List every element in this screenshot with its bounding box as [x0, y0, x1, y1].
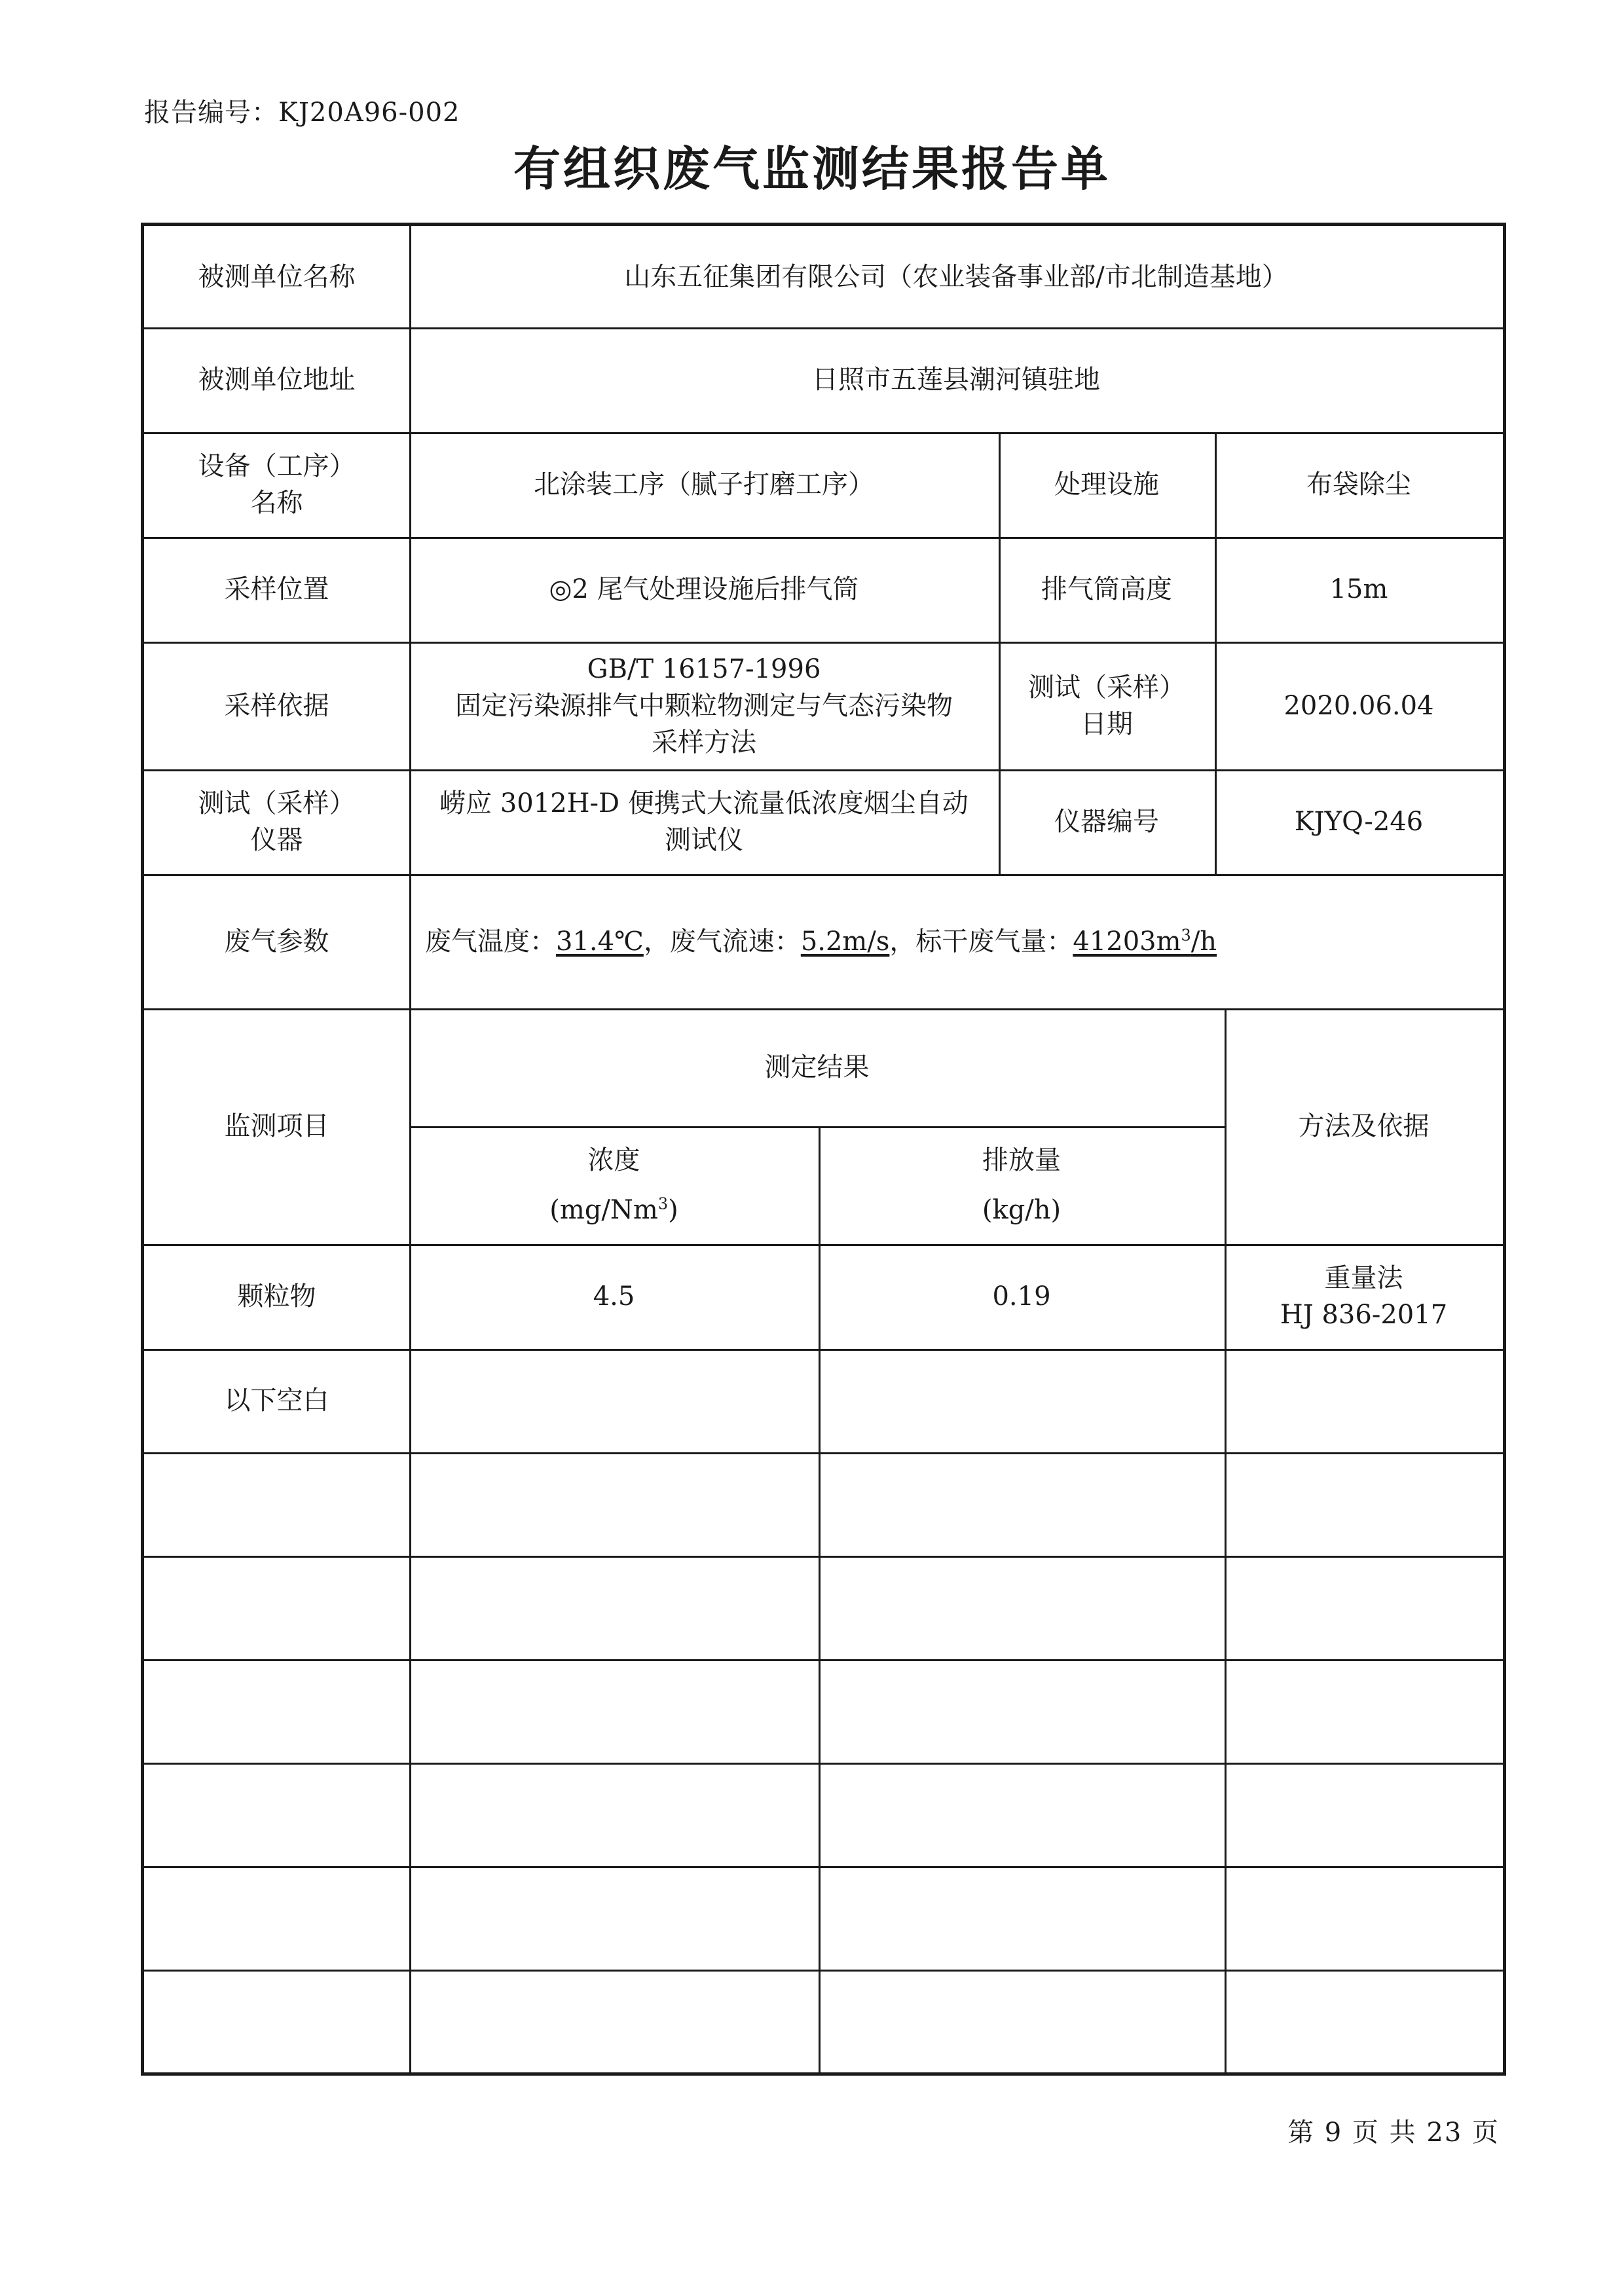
row-divider	[144, 1659, 1503, 1661]
flow-superscript: 3	[1181, 926, 1191, 945]
sampling-basis-label: 采样依据	[224, 690, 329, 721]
flow-unit: /h	[1190, 926, 1217, 957]
concentration-label: 浓度	[587, 1145, 640, 1175]
concentration-header	[409, 1126, 819, 1244]
treatment-value: 布袋除尘	[1306, 469, 1411, 500]
row-divider	[144, 1556, 1503, 1558]
test-date-label	[999, 642, 1215, 769]
blank-below-marker: 以下空白	[224, 1386, 329, 1416]
result-header: 测定结果	[764, 1052, 870, 1082]
item-particulate: 颗粒物	[237, 1281, 316, 1312]
method-line1: 重量法	[1324, 1263, 1403, 1293]
stack-height-label: 排气筒高度	[1041, 574, 1172, 604]
instrument-label	[144, 769, 409, 874]
unit-address-value: 日照市五莲县潮河镇驻地	[812, 365, 1100, 395]
velocity-label: ，废气流速：	[643, 926, 801, 957]
flow-label: ，标干废气量：	[889, 926, 1073, 957]
instrument-label-line1: 测试（采样）	[198, 788, 356, 818]
sampling-basis-line3: 采样方法	[652, 727, 756, 758]
method-line2: HJ 836-2017	[1280, 1300, 1448, 1330]
test-date-value: 2020.06.04	[1283, 690, 1434, 721]
stack-height-value: 15m	[1329, 574, 1388, 604]
instrument-label-line2: 仪器	[250, 825, 303, 855]
row-divider	[144, 1866, 1503, 1868]
instrument-number-value: KJYQ-246	[1294, 807, 1424, 837]
page-title: 有组织废气监测结果报告单	[513, 141, 1111, 196]
equipment-label-line2: 名称	[250, 488, 303, 518]
report-table	[141, 223, 1506, 2076]
monitoring-item-header: 监测项目	[224, 1111, 329, 1141]
sampling-position-label: 采样位置	[224, 574, 329, 604]
method-header: 方法及依据	[1298, 1111, 1430, 1141]
exhaust-params-value	[409, 874, 1503, 1008]
equipment-name: 北涂装工序（腻子打磨工序）	[534, 469, 874, 500]
row-divider	[144, 1763, 1503, 1765]
row-divider	[144, 1452, 1503, 1454]
temp-value: 31.4℃	[556, 926, 644, 957]
flow-value	[1073, 927, 1217, 957]
sampling-basis-value	[409, 642, 999, 769]
emission-header	[819, 1126, 1225, 1244]
test-date-label-line2: 日期	[1080, 708, 1133, 739]
concentration-unit: (mg/Nm$^3$)	[549, 1194, 678, 1225]
concentration-value: 4.5	[593, 1281, 635, 1312]
report-number	[144, 92, 460, 129]
instrument-name-line1: 崂应 3012H-D 便携式大流量低浓度烟尘自动	[439, 788, 969, 818]
page-number: 第 9 页 共 23 页	[1287, 2118, 1500, 2148]
unit-name-label: 被测单位名称	[198, 261, 356, 292]
flow-number: 41203m	[1073, 926, 1181, 957]
method-value	[1225, 1244, 1503, 1349]
equipment-label-line1: 设备（工序）	[198, 451, 356, 481]
emission-label: 排放量	[982, 1145, 1061, 1175]
report-number-label: 报告编号：	[144, 98, 278, 128]
instrument-number-label: 仪器编号	[1054, 807, 1159, 837]
sampling-basis-line1: GB/T 16157-1996	[587, 653, 821, 684]
equipment-label	[144, 432, 409, 537]
test-date-label-line1: 测试（采样）	[1028, 672, 1185, 703]
sampling-basis-line2: 固定污染源排气中颗粒物测定与气态污染物	[455, 690, 953, 721]
emission-value: 0.19	[992, 1281, 1051, 1312]
unit-address-label: 被测单位地址	[198, 365, 356, 395]
treatment-label: 处理设施	[1054, 469, 1159, 500]
temp-label: 废气温度：	[425, 926, 556, 957]
sampling-position-value: ◎2 尾气处理设施后排气筒	[549, 574, 859, 604]
report-number-value: KJ20A96-002	[278, 98, 460, 128]
exhaust-params-label: 废气参数	[224, 926, 329, 957]
emission-unit: (kg/h)	[982, 1195, 1061, 1225]
unit-name-value: 山东五征集团有限公司（农业装备事业部/市北制造基地）	[624, 261, 1288, 292]
row-divider	[144, 1970, 1503, 1972]
instrument-name	[409, 769, 999, 874]
velocity-value: 5.2m/s	[800, 926, 890, 957]
instrument-name-line2: 测试仪	[664, 825, 743, 855]
